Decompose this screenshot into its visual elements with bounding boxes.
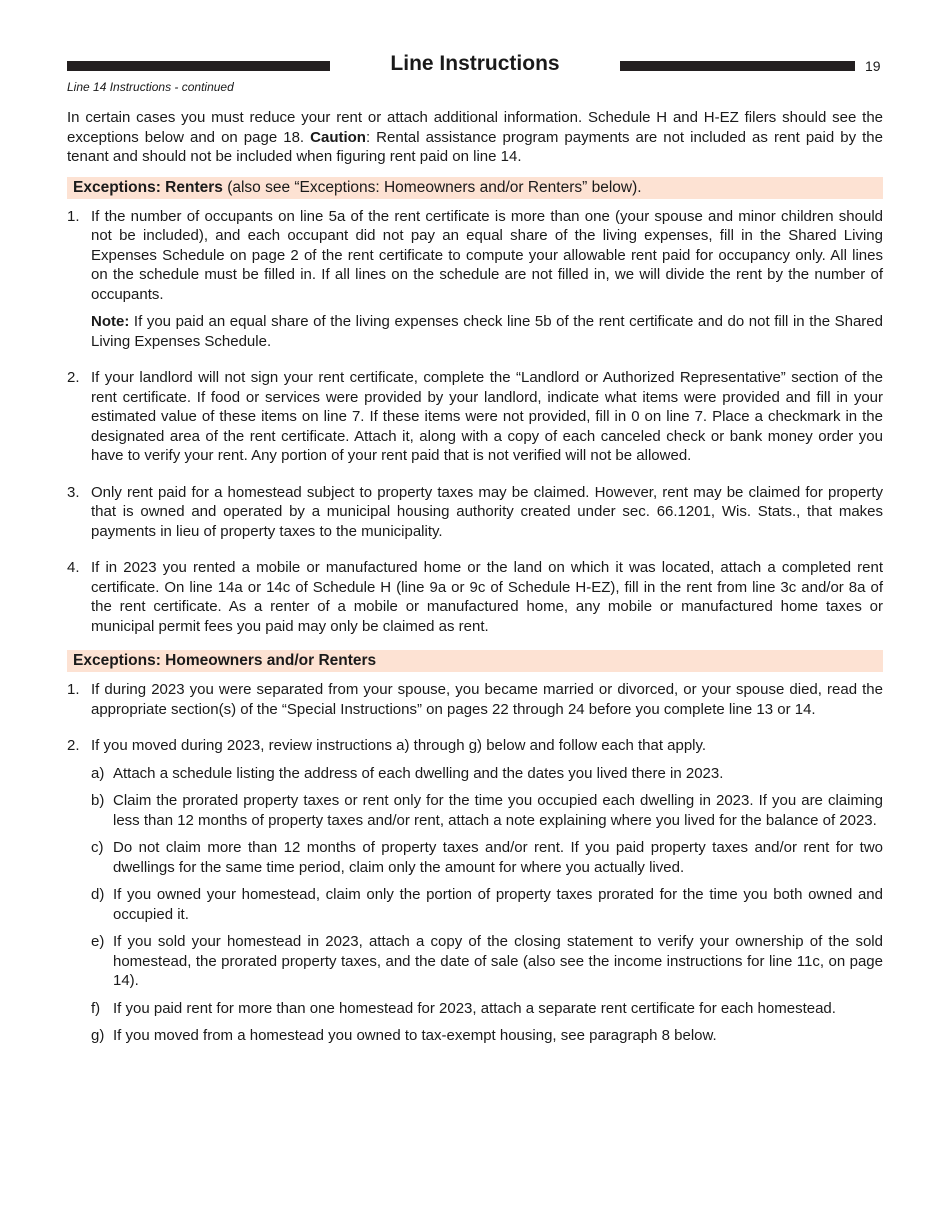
sub-item: f) If you paid rent for more than one homestead for 2023, attach a separate rent certificate for each homestead. (91, 999, 836, 1017)
header-rule-left (67, 61, 330, 71)
list-item: 3. Only rent paid for a homestead subject to property taxes may be claimed. However, rent may be claimed for property that is owned and operated by a municipal housing authority created under sec. 66.1201, Wis. Stats., that makes payments in lieu of property taxes to the municipality. (67, 483, 883, 540)
renters-exceptions-heading: Exceptions: Renters (also see “Exceptions: Homeowners and/or Renters” below). (67, 177, 883, 199)
caution-label: Caution (310, 128, 366, 146)
list-item: 1. If the number of occupants on line 5a of the rent certificate is more than one (your spouse and minor children should not be included), and each occupant did not pay an equal share of the living expenses, fill in the Shared Living Expenses Schedule on page 2 of the rent certificate to compute your allowable rent paid for occupancy only. All lines on the schedule must be filled in. If all lines on the schedule are not filled in, we will divide the rent by the number of occupants. Note: If you paid an equal share of the living expenses check line 5b of the rent certificate and do not fill in the Shared Living Expenses Schedule. (67, 207, 883, 350)
instructions-body (67, 108, 883, 1063)
sub-item: e) If you sold your homestead in 2023, attach a copy of the closing statement to verify your ownership of the sold homestead, the prorated property taxes, and the date of sale (also see the income instructions for line 11c, on page 14). (91, 933, 883, 989)
sub-item: g) If you moved from a homestead you owned to tax-exempt housing, see paragraph 8 below. (91, 1027, 717, 1044)
sub-item: c) Do not claim more than 12 months of property taxes and/or rent. If you paid property taxes and/or rent for two dwellings for the same time period, claim only the amount for where you actually lived. (91, 839, 883, 876)
sub-item: d) If you owned your homestead, claim only the portion of property taxes prorated for the time you both owned and occupied it. (91, 886, 883, 923)
note-paragraph: Note: If you paid an equal share of the living expenses check line 5b of the rent certificate and do not fill in the Shared Living Expenses Schedule. (91, 313, 883, 350)
list-item: 4. If in 2023 you rented a mobile or manufactured home or the land on which it was located, attach a completed rent certificate. On line 14a or 14c of Schedule H (line 9a or 9c of Schedule H-EZ), fill in the rent from line 3c and/or 8a of the rent certificate. As a renter of a mobile or manufactured home, any mobile or manufactured home taxes or municipal permit fees you paid may only be claimed as rent. (67, 559, 883, 635)
page-title: Line Instructions (390, 52, 560, 75)
homeowners-exceptions-heading: Exceptions: Homeowners and/or Renters (67, 650, 883, 672)
intro-paragraph: In certain cases you must reduce your rent or attach additional information. Schedule H and H-EZ filers should see the exceptions below and on page 18. Caution: Rental assistance program payments are not included as rent paid by the tenant and should not be included when figuring rent paid on line 14. (67, 109, 883, 165)
list-item: 2. If you moved during 2023, review instructions a) through g) below and follow each that apply. a) Attach a schedule listing the address of each dwelling and the dates you lived there in 2023. b) Claim the prorated property taxes or rent only for the time you occupied each dwelling in 2023. If you are claiming less than 12 months of property taxes and/or rent, attach a note explaining where you lived for the balance of 2023. c) Do not claim more than 12 months of property taxes and/or rent. If you paid property taxes and/or rent for two dwellings for the same time period, claim only the amount for where you actually lived. d) If you owned your homestead, claim only the portion of property taxes prorated for the time you both owned and occupied it. e) If you sold your homestead in 2023, attach a copy of the closing statement to verify your ownership of the sold homestead, the prorated property taxes, and the date of sale (also see the income instructions for line 11c, on page 14). f) If you paid rent for more than one homestead for 2023, attach a separate rent certificate for each homestead. g) If you moved from a homestead you owned to tax-exempt housing, see paragraph 8 below. (67, 737, 883, 1044)
page-number: 19 (865, 58, 881, 74)
sub-item: b) Claim the prorated property taxes or rent only for the time you occupied each dwelling in 2023. If you are claiming less than 12 months of property taxes and/or rent, attach a note explaining where you lived for the balance of 2023. (91, 792, 883, 829)
list-item: 2. If your landlord will not sign your rent certificate, complete the “Landlord or Authorized Representative” section of the rent certificate. If food or services were provided by your landlord, indicate what items were provided and fill in your estimated value of these items on line 7. If these items were not provided, fill in 0 on line 7. Place a checkmark in the designated area of the rent certificate. Attach it, along with a copy of each canceled check or bank money order you have to verify your rent. Any portion of your rent paid that is not verified will not be allowed. (67, 369, 883, 464)
continued-subheading: Line 14 Instructions - continued (67, 80, 234, 94)
sub-item: a) Attach a schedule listing the address of each dwelling and the dates you lived there in 2023. (91, 764, 724, 782)
list-item: 1. If during 2023 you were separated from your spouse, you became married or divorced, or your spouse died, read the appropriate section(s) of the “Special Instructions” on pages 22 through 24 before you complete line 13 or 14. (67, 681, 883, 718)
header-rule-right (620, 61, 855, 71)
